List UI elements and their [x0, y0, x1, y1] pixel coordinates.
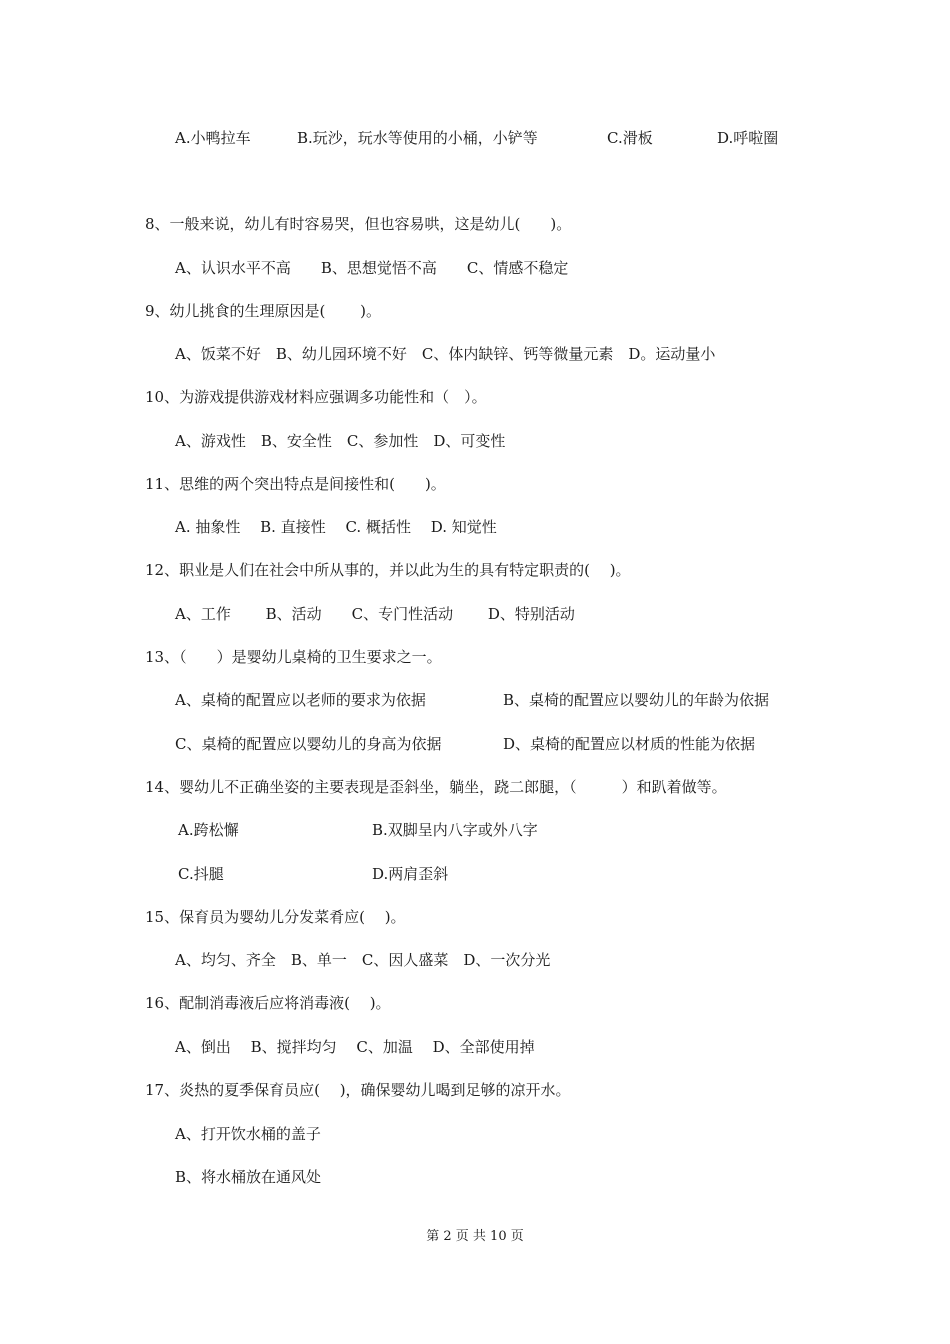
q9-stem: 9、幼儿挑食的生理原因是( )。 [145, 302, 382, 320]
q14-option-a: A.跨松懈 [178, 821, 239, 839]
q16-options: A、倒出 B、搅拌均匀 C、加温 D、全部使用掉 [175, 1038, 535, 1056]
q7-option-c: C.滑板 [607, 129, 653, 147]
q15-stem: 15、保育员为婴幼儿分发菜肴应( )。 [145, 908, 406, 926]
q13-stem: 13、（ ）是婴幼儿桌椅的卫生要求之一。 [145, 648, 442, 666]
q8-options: A、认识水平不高 B、思想觉悟不高 C、情感不稳定 [175, 259, 569, 277]
q13-option-b: B、桌椅的配置应以婴幼儿的年龄为依据 [503, 691, 770, 709]
q8-stem: 8、一般来说，幼儿有时容易哭，但也容易哄，这是幼儿( )。 [145, 215, 572, 233]
q14-option-d: D.两肩歪斜 [372, 865, 449, 883]
q17-stem: 17、炎热的夏季保育员应( )，确保婴幼儿喝到足够的凉开水。 [145, 1081, 571, 1099]
q13-option-c: C、桌椅的配置应以婴幼儿的身高为依据 [175, 735, 442, 753]
q12-stem: 12、职业是人们在社会中所从事的，并以此为生的具有特定职责的( )。 [145, 561, 631, 579]
q11-stem: 11、思维的两个突出特点是间接性和( )。 [145, 475, 446, 493]
q7-option-a: A.小鸭拉车 [175, 129, 251, 147]
q14-option-c: C.抖腿 [178, 865, 224, 883]
q10-stem: 10、为游戏提供游戏材料应强调多功能性和（ ）。 [145, 388, 487, 406]
q15-options: A、均匀、齐全 B、单一 C、因人盛菜 D、一次分光 [175, 951, 551, 969]
q7-option-b: B.玩沙，玩水等使用的小桶，小铲等 [297, 129, 538, 147]
q9-options: A、饭菜不好 B、幼儿园环境不好 C、体内缺锌、钙等微量元素 D。运动量小 [175, 345, 716, 363]
q11-options: A. 抽象性 B. 直接性 C. 概括性 D. 知觉性 [175, 518, 497, 536]
q7-option-d: D.呼啦圈 [717, 129, 779, 147]
page-footer: 第 2 页 共 10 页 [426, 1229, 524, 1244]
q13-option-d: D、桌椅的配置应以材质的性能为依据 [503, 735, 756, 753]
q17-option-b: B、将水桶放在通风处 [175, 1168, 322, 1186]
q17-option-a: A、打开饮水桶的盖子 [175, 1125, 321, 1143]
q14-stem: 14、婴幼儿不正确坐姿的主要表现是歪斜坐，躺坐，跷二郎腿，（ ）和趴着做等。 [145, 778, 727, 796]
q16-stem: 16、配制消毒液后应将消毒液( )。 [145, 994, 391, 1012]
q12-options: A、工作 B、活动 C、专门性活动 D、特别活动 [175, 605, 575, 623]
q10-options: A、游戏性 B、安全性 C、参加性 D、可变性 [175, 432, 506, 450]
q13-option-a: A、桌椅的配置应以老师的要求为依据 [175, 691, 426, 709]
q14-option-b: B.双脚呈内八字或外八字 [372, 821, 538, 839]
